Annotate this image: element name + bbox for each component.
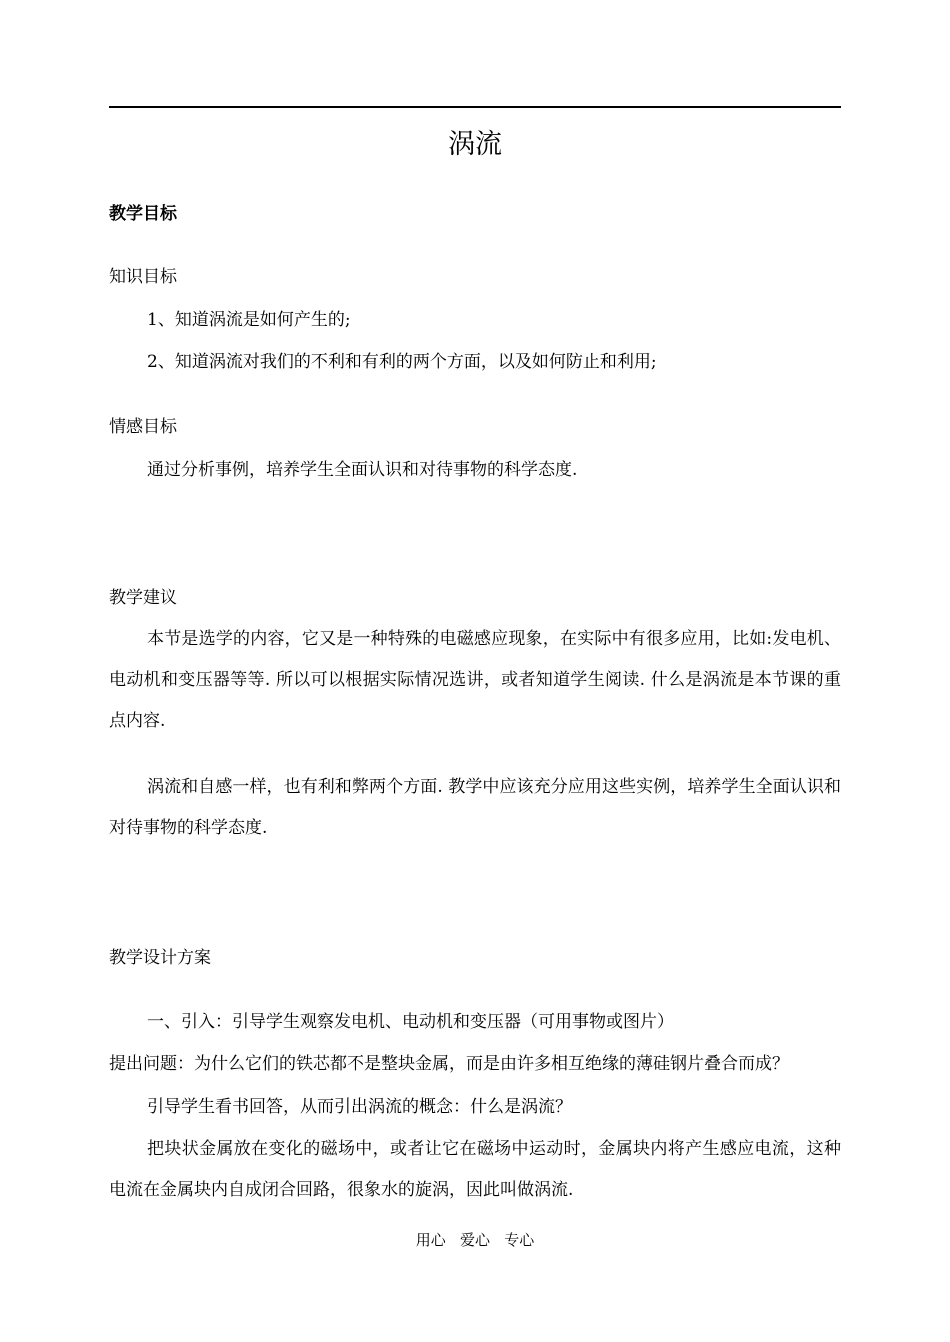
design-guide: 引导学生看书回答，从而引出涡流的概念：什么是涡流？ [147, 1097, 572, 1117]
design-question: 提出问题：为什么它们的铁芯都不是整块金属，而是由许多相互绝缘的薄硅钢片叠合而成？ [109, 1054, 789, 1074]
document-title: 涡流 [448, 129, 502, 160]
heading-teaching-goals: 教学目标 [109, 204, 177, 224]
heading-design-plan: 教学设计方案 [109, 948, 211, 968]
heading-teaching-suggestion: 教学建议 [109, 588, 177, 608]
design-intro: 一、引入：引导学生观察发电机、电动机和变压器（可用事物或图片） [147, 1012, 674, 1032]
heading-knowledge-goals: 知识目标 [109, 267, 177, 287]
knowledge-goal-item: 1、知道涡流是如何产生的; [147, 310, 351, 330]
emotion-goal-text: 通过分析事例，培养学生全面认识和对待事物的科学态度. [147, 460, 578, 480]
eddy-current-definition: 把块状金属放在变化的磁场中，或者让它在磁场中运动时，金属块内将产生感应电流，这种电流在金属块内自成闭合回路，很象水的旋涡，因此叫做涡流. [109, 1139, 841, 1200]
page-footer: 用心 爱心 专心 [415, 1231, 535, 1249]
suggestion-paragraph: 涡流和自感一样，也有利和弊两个方面. 教学中应该充分应用这些实例，培养学生全面认识和对待事物的科学态度. [109, 777, 841, 838]
header-rule [109, 106, 841, 108]
suggestion-paragraph: 本节是选学的内容，它又是一种特殊的电磁感应现象，在实际中有很多应用，比如:发电机、电动机和变压器等等. 所以可以根据实际情况选讲，或者知道学生阅读. 什么是涡流是本节课的重点内容. [109, 629, 841, 731]
knowledge-goal-item: 2、知道涡流对我们的不利和有利的两个方面，以及如何防止和利用; [147, 352, 657, 372]
heading-emotion-goals: 情感目标 [109, 417, 177, 437]
